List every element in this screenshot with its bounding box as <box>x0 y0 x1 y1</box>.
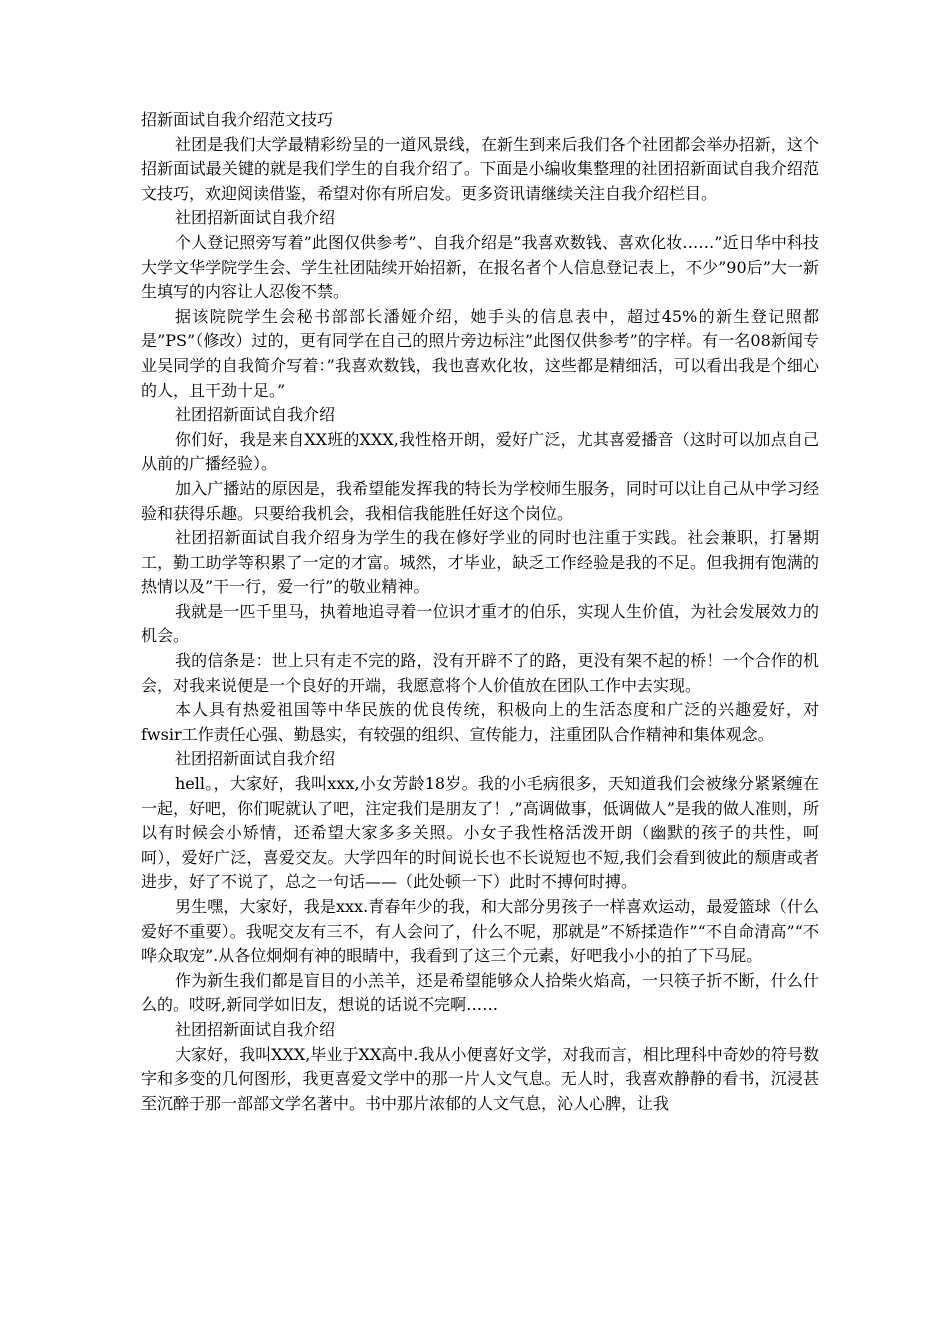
paragraph: 你们好，我是来自XX班的XXX,我性格开朗，爱好广泛，尤其喜爱播音（这时可以加点自己从前的广播经验）。 <box>141 429 819 474</box>
paragraph: hell。，大家好，我叫xxx,小女芳龄18岁。我的小毛病很多，天知道我们会被缘分紧紧缠在一起，好吧，你们呢就认了吧，注定我们是朋友了！,”高调做事，低调做人”是我的做人准则，所以有时候会小矫情，还希望大家多多关照。小女子我性格活泼开朗（幽默的孩子的共性，呵呵），爱好广泛，喜爱交友。大学四年的时间说长也不长说短也不短,我们会看到彼此的颓唐或者进步，好了不说了，总之一句话——（此处顿一下）此时不搏何时搏。 <box>141 774 819 892</box>
paragraph: 大家好，我叫XXX,毕业于XX高中.我从小便喜好文学，对我而言，相比理科中奇妙的符号数字和多变的几何图形，我更喜爱文学中的那一片人文气息。无人时，我喜欢静静的看书，沉浸甚至沉醉于那一部部文学名著中。书中那片浓郁的人文气息，沁人心脾，让我 <box>141 1044 819 1113</box>
paragraph: 我的信条是：世上只有走不完的路，没有开辟不了的路，更没有架不起的桥！一个合作的机会，对我来说便是一个良好的开端，我愿意将个人价值放在团队工作中去实现。 <box>141 651 819 695</box>
paragraph: 作为新生我们都是盲目的小羔羊，还是希望能够众人拾柴火焰高，一只筷子折不断，什么什么的。哎呀,新同学如旧友，想说的话说不完啊…… <box>141 970 819 1015</box>
paragraph: 本人具有热爱祖国等中华民族的优良传统，积极向上的生活态度和广泛的兴趣爱好，对fwsir工作责任心强、勤恳实，有较强的组织、宣传能力，注重团队合作精神和集体观念。 <box>141 700 819 744</box>
document-body <box>141 108 819 1116</box>
paragraph-intro: 社团是我们大学最精彩纷呈的一道风景线，在新生到来后我们各个社团都会举办招新，这个招新面试最关键的就是我们学生的自我介绍了。下面是小编收集整理的社团招新面试自我介绍范文技巧，欢迎阅读借鉴，希望对你有所启发。更多资讯请继续关注自我介绍栏目。 <box>141 134 819 203</box>
paragraph: 个人登记照旁写着”此图仅供参考”、自我介绍是”我喜欢数钱、喜欢化妆……”近日华中科技大学文华学院学生会、学生社团陆续开始招新，在报名者个人信息登记表上，不少”90后”大一新生填写的内容让人忍俊不禁。 <box>141 232 819 302</box>
section-heading: 社团招新面试自我介绍 <box>175 749 336 769</box>
paragraph: 据该院院学生会秘书部部长潘娅介绍，她手头的信息表中，超过45%的新生登记照都是”PS”（修改）过的，更有同学在自己的照片旁边标注”此图仅供参考”的字样。有一名08新闻专业吴同学的自我简介写着：”我喜欢数钱，我也喜欢化妆，这些都是精细活，可以看出我是个细心的人，且干劲十足。” <box>141 306 819 400</box>
section-heading: 社团招新面试自我介绍 <box>175 1019 336 1039</box>
section-heading: 社团招新面试自我介绍 <box>175 208 336 228</box>
section-heading: 社团招新面试自我介绍 <box>175 405 336 425</box>
paragraph: 社团招新面试自我介绍身为学生的我在修好学业的同时也注重于实践。社会兼职，打暑期工，勤工助学等积累了一定的才富。城然，才毕业，缺乏工作经验是我的不足。但我拥有饱满的热情以及”干一行，爱一行”的敬业精神。 <box>141 528 819 597</box>
document-title: 招新面试自我介绍范文技巧 <box>141 110 334 129</box>
paragraph: 男生嘿，大家好，我是xxx.青春年少的我，和大部分男孩子一样喜欢运动，最爱篮球（什么爱好不重要）。我呢交友有三不，有人会问了，什么不呢，那就是”不矫揉造作”“不自命清高”“不哗众取宠”.从各位炯炯有神的眼睛中，我看到了这三个元素，好吧我小小的拍了下马屁。 <box>141 897 819 966</box>
paragraph: 加入广播站的原因是，我希望能发挥我的特长为学校师生服务，同时可以让自己从中学习经验和获得乐趣。只要给我机会，我相信我能胜任好这个岗位。 <box>141 478 819 523</box>
paragraph: 我就是一匹千里马，执着地追寻着一位识才重才的伯乐，实现人生价值，为社会发展效力的机会。 <box>141 601 819 646</box>
